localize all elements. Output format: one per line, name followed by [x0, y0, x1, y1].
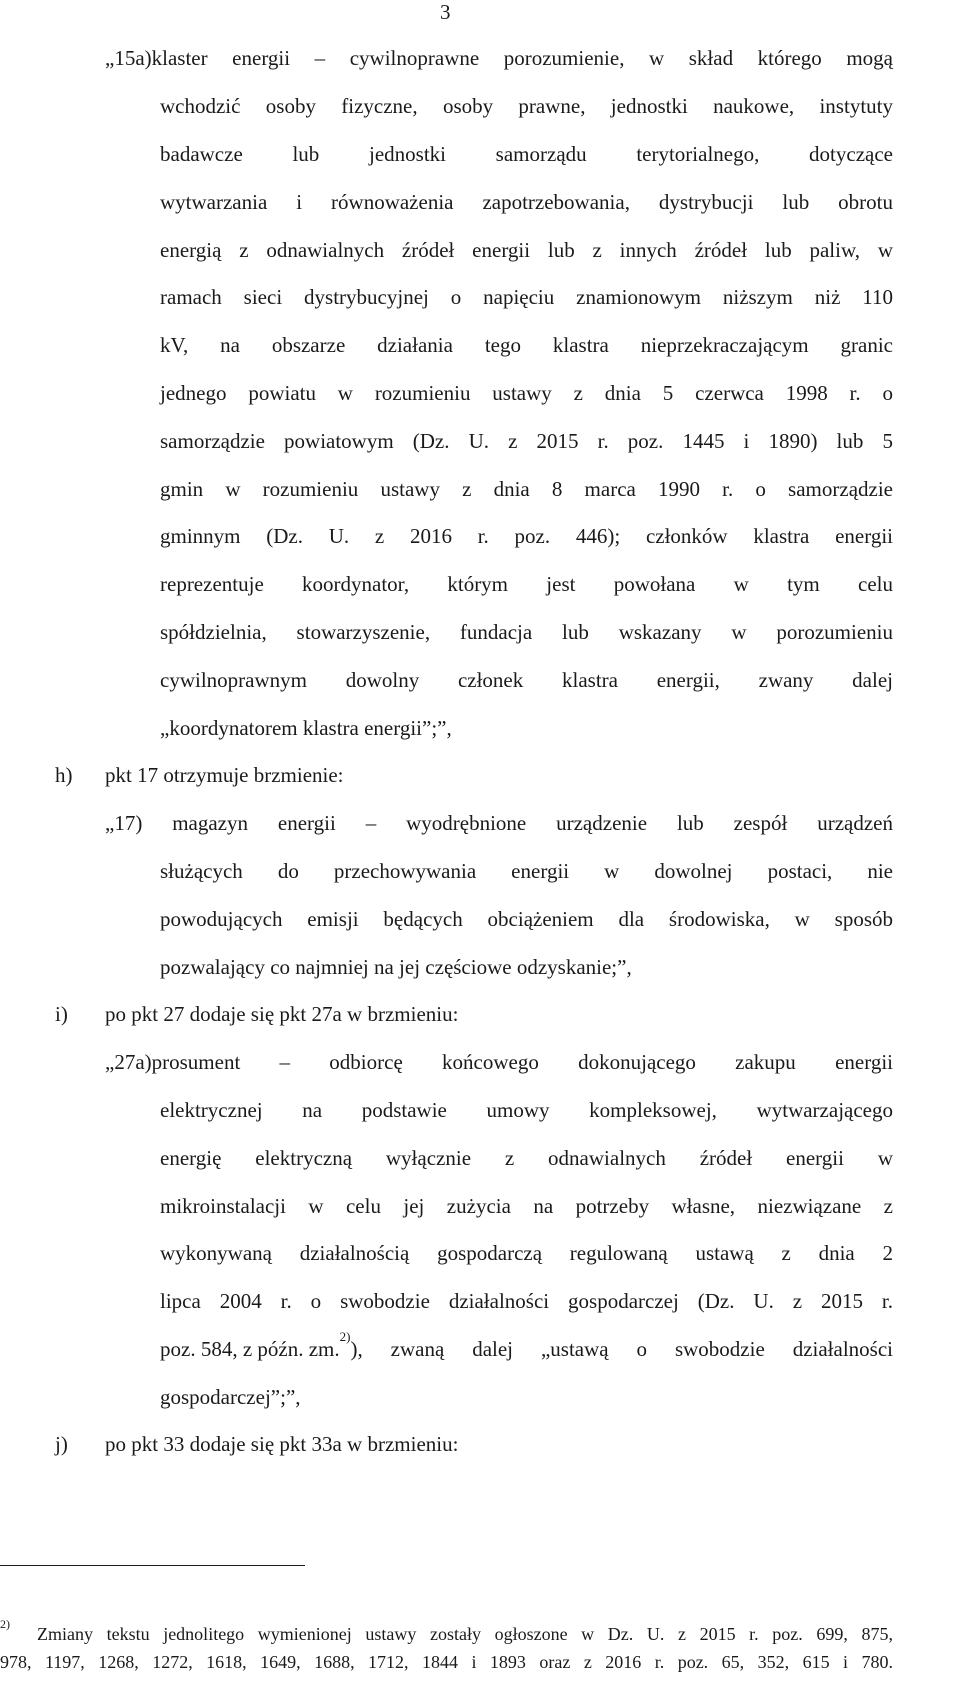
footnote-separator [0, 1565, 305, 1566]
text-line: służących do przechowywania energii w dowolnej postaci, nie [160, 859, 893, 883]
text-line: wykonywaną działalnością gospodarczą regulowaną ustawą z dnia 2 [160, 1241, 893, 1265]
text-line: mikroinstalacji w celu jej zużycia na potrzeby własne, niezwiązane z [160, 1194, 893, 1218]
text-line: ramach sieci dystrybucyjnej o napięciu znamionowym niższym niż 110 [160, 285, 893, 309]
text-line: samorządzie powiatowym (Dz. U. z 2015 r. poz. 1445 i 1890) lub 5 [160, 429, 893, 453]
text-line: kV, na obszarze działania tego klastra nieprzekraczającym granic [160, 333, 893, 357]
text-fragment: ), zwaną dalej „ustawą o swobodzie działalności [350, 1337, 893, 1361]
list-marker-j: j) [55, 1432, 68, 1456]
list-marker-h: h) [55, 763, 73, 787]
text-line: badawcze lub jednostki samorządu terytorialnego, dotyczące [160, 142, 893, 166]
page-number: 3 [440, 0, 451, 24]
list-marker-i: i) [55, 1002, 68, 1026]
text-line: pozwalający co najmniej na jej częściowe odzyskanie;”, [160, 955, 632, 979]
text-line [160, 1329, 893, 1361]
text-line: po pkt 33 dodaje się pkt 33a w brzmieniu: [105, 1432, 459, 1456]
text-line: lipca 2004 r. o swobodzie działalności gospodarczej (Dz. U. z 2015 r. [160, 1289, 893, 1313]
text-line: reprezentuje koordynator, którym jest powołana w tym celu [160, 572, 893, 596]
footnote-line: Zmiany tekstu jednolitego wymienionej ustawy zostały ogłoszone w Dz. U. z 2015 r. poz. 699, 875, [37, 1624, 893, 1644]
footnote-line: 978, 1197, 1268, 1272, 1618, 1649, 1688, 1712, 1844 i 1893 oraz z 2016 r. poz. 65, 352, 615 i 780. [0, 1652, 893, 1672]
text-line: powodujących emisji będących obciążeniem dla środowiska, w sposób [160, 907, 893, 931]
text-line: gmin w rozumieniu ustawy z dnia 8 marca 1990 r. o samorządzie [160, 477, 893, 501]
text-line: elektrycznej na podstawie umowy kompleksowej, wytwarzającego [160, 1098, 893, 1122]
text-line: wytwarzania i równoważenia zapotrzebowania, dystrybucji lub obrotu [160, 190, 893, 214]
text-line: „17) magazyn energii – wyodrębnione urządzenie lub zespół urządzeń [105, 811, 893, 835]
text-line: spółdzielnia, stowarzyszenie, fundacja lub wskazany w porozumieniu [160, 620, 893, 644]
text-line: „27a)prosument – odbiorcę końcowego dokonującego zakupu energii [105, 1050, 893, 1074]
text-line: wchodzić osoby fizyczne, osoby prawne, jednostki naukowe, instytuty [160, 94, 893, 118]
text-line: energią z odnawialnych źródeł energii lub z innych źródeł lub paliw, w [160, 238, 893, 262]
text-line: energię elektryczną wyłącznie z odnawialnych źródeł energii w [160, 1146, 893, 1170]
text-fragment: poz. 584, z późn. zm. [160, 1337, 340, 1361]
text-line: jednego powiatu w rozumieniu ustawy z dnia 5 czerwca 1998 r. o [160, 381, 893, 405]
text-line: „15a)klaster energii – cywilnoprawne porozumienie, w skład którego mogą [105, 46, 893, 70]
text-line: pkt 17 otrzymuje brzmienie: [105, 763, 344, 787]
footnote-reference[interactable]: 2) [339, 1329, 351, 1344]
text-line: gospodarczej”;”, [160, 1385, 301, 1409]
text-line: gminnym (Dz. U. z 2016 r. poz. 446); członków klastra energii [160, 524, 893, 548]
text-line: cywilnoprawnym dowolny członek klastra energii, zwany dalej [160, 668, 893, 692]
footnote-number: 2) [0, 1617, 10, 1631]
text-line: „koordynatorem klastra energii”;”, [160, 716, 452, 740]
text-line: po pkt 27 dodaje się pkt 27a w brzmieniu: [105, 1002, 459, 1026]
